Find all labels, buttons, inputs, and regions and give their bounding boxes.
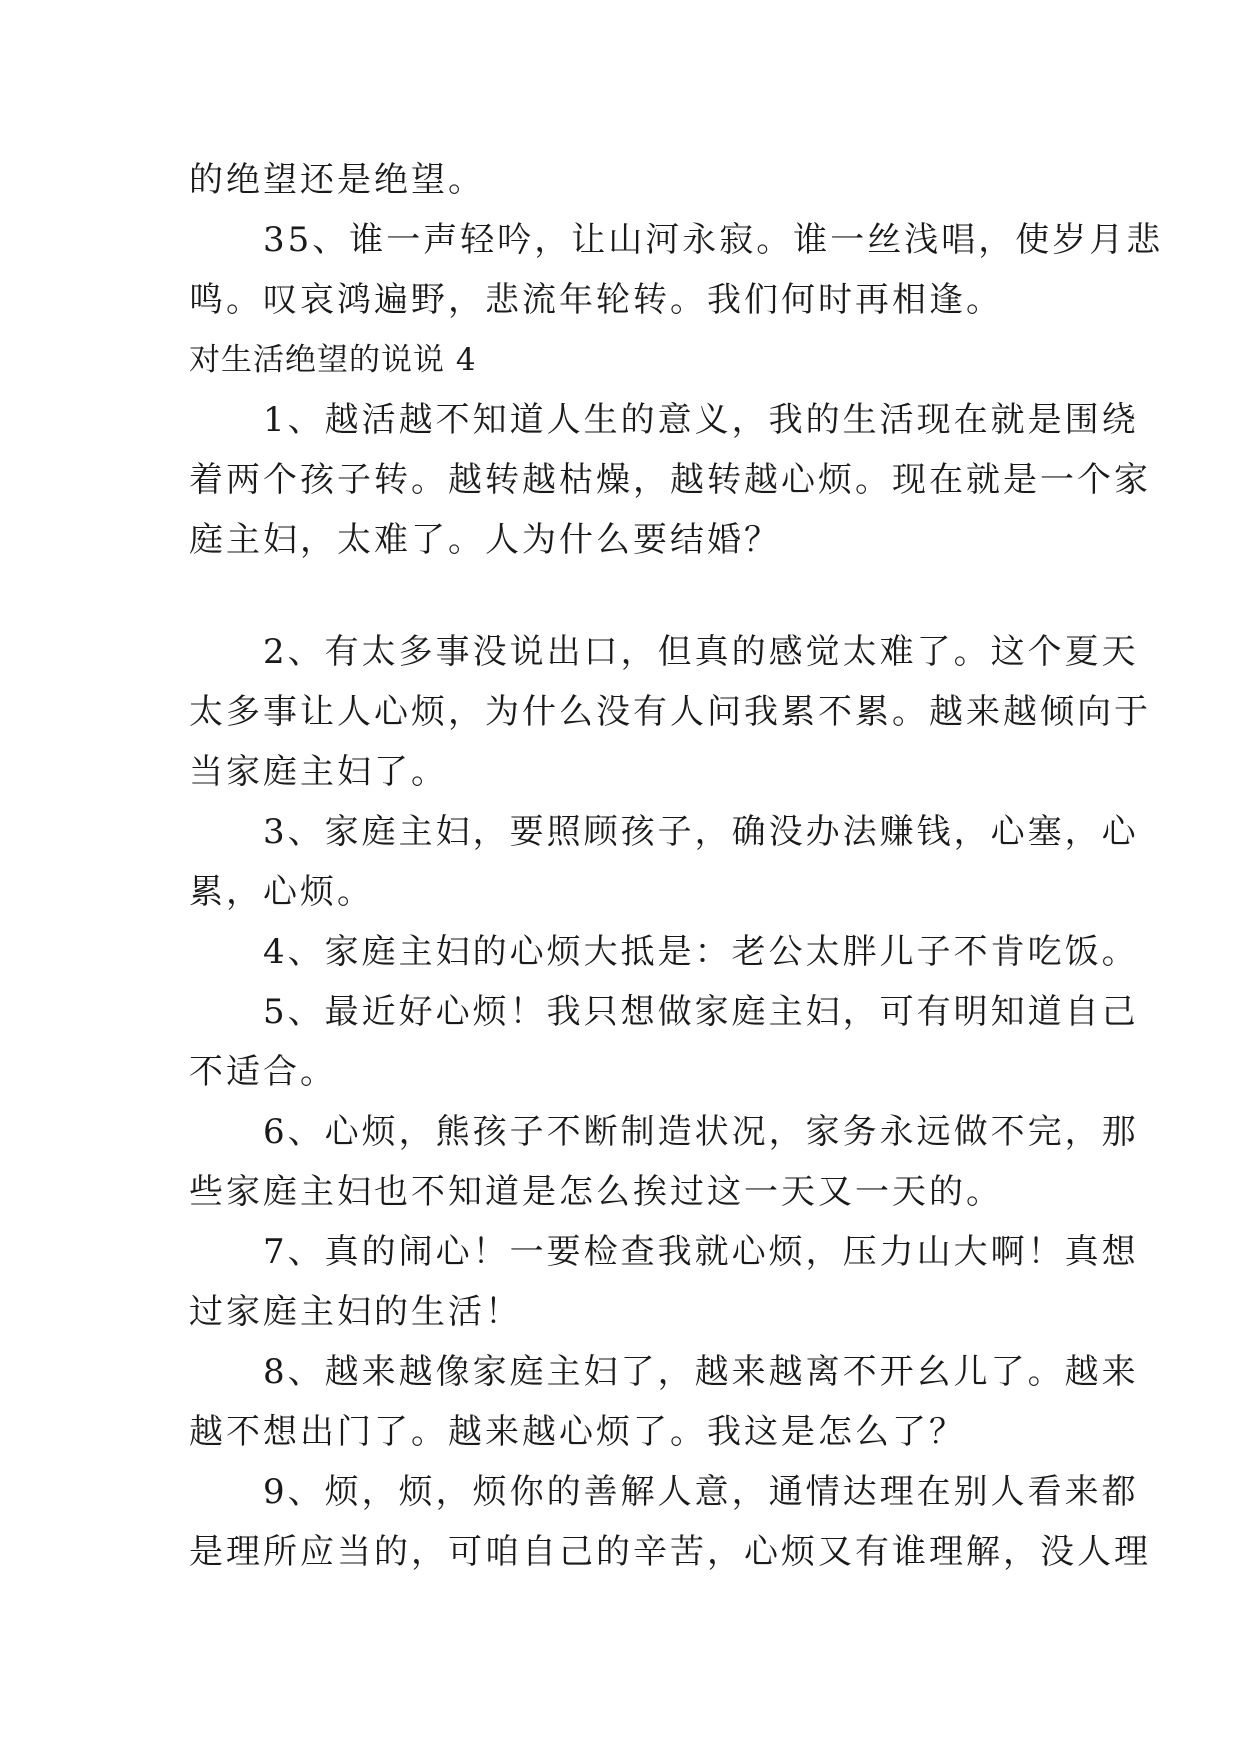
- text-line: 3、家庭主妇，要照顾孩子，确没办法赚钱，心塞，心: [189, 812, 1139, 852]
- section-heading: 对生活绝望的说说 4: [189, 342, 477, 378]
- text-line: 累，心烦。: [189, 872, 374, 912]
- text-line: 是理所应当的，可咱自己的辛苦，心烦又有谁理解，没人理: [189, 1532, 1151, 1572]
- paragraph-gap: [189, 570, 1049, 622]
- text-line: 9、烦，烦，烦你的善解人意，通情达理在别人看来都: [189, 1472, 1139, 1512]
- text-line: 当家庭主妇了。: [189, 752, 448, 792]
- text-line: 4、家庭主妇的心烦大抵是：老公太胖儿子不肯吃饭。: [189, 932, 1139, 972]
- text-line: 不适合。: [189, 1052, 337, 1092]
- text-line: 太多事让人心烦，为什么没有人问我累不累。越来越倾向于: [189, 692, 1151, 732]
- text-line: 过家庭主妇的生活！: [189, 1292, 522, 1332]
- text-line: 庭主妇，太难了。人为什么要结婚？: [189, 520, 781, 560]
- text-line: 越不想出门了。越来越心烦了。我这是怎么了？: [189, 1412, 966, 1452]
- text-line: 6、心烦，熊孩子不断制造状况，家务永远做不完，那: [189, 1112, 1139, 1152]
- text-line: 着两个孩子转。越转越枯燥，越转越心烦。现在就是一个家: [189, 460, 1151, 500]
- text-line: 1、越活越不知道人生的意义，我的生活现在就是围绕: [189, 400, 1139, 440]
- document-page: [189, 150, 1164, 1582]
- text-line: 5、最近好心烦！我只想做家庭主妇，可有明知道自己: [189, 992, 1139, 1032]
- text-line: 8、越来越像家庭主妇了，越来越离不开幺儿了。越来: [189, 1352, 1139, 1392]
- text-line: 7、真的闹心！一要检查我就心烦，压力山大啊！真想: [189, 1232, 1139, 1272]
- text-line: 鸣。叹哀鸿遍野，悲流年轮转。我们何时再相逢。: [189, 280, 1003, 320]
- text-line: 些家庭主妇也不知道是怎么挨过这一天又一天的。: [189, 1172, 1003, 1212]
- text-line: 2、有太多事没说出口，但真的感觉太难了。这个夏天: [189, 632, 1139, 672]
- text-line: 的绝望还是绝望。: [189, 160, 485, 200]
- text-line: 35、谁一声轻吟，让山河永寂。谁一丝浅唱，使岁月悲: [189, 220, 1164, 260]
